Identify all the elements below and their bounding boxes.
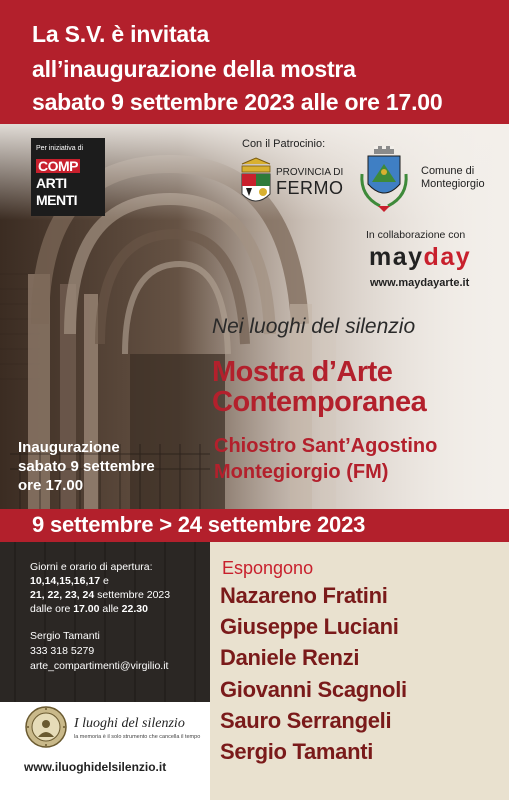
luoghi-logo-tagline: la memoria è il solo strumento che cancella il tempo bbox=[74, 734, 201, 740]
badge-word-2: ARTI bbox=[36, 175, 67, 191]
date-range-text: 9 settembre > 24 settembre 2023 bbox=[32, 512, 366, 537]
exhibition-subtitle: Nei luoghi del silenzio bbox=[212, 315, 416, 338]
contact-name: Sergio Tamanti bbox=[30, 630, 100, 642]
compartimenti-badge bbox=[31, 138, 105, 216]
website-url-link[interactable]: www.iluoghidelsilenzio.it bbox=[24, 760, 167, 774]
inauguration-line-3: ore 17.00 bbox=[18, 477, 84, 494]
opening-days-line-2 bbox=[30, 588, 208, 602]
hours-mid: alle bbox=[99, 603, 122, 615]
badge-word-1: COMP bbox=[38, 158, 78, 174]
patronage-label: Con il Patrocinio: bbox=[242, 138, 326, 150]
opening-days-a: 10,14,15,16,17 bbox=[30, 575, 101, 587]
mayday-logo bbox=[369, 243, 471, 272]
mayday-logo-may: may bbox=[369, 243, 424, 271]
collaboration-label: In collaborazione con bbox=[366, 229, 466, 241]
luoghi-logo-title: I luoghi del silenzio bbox=[74, 716, 185, 731]
header-line-1: La S.V. è invitata bbox=[32, 21, 210, 47]
mayday-url-link[interactable]: www.maydayarte.it bbox=[370, 277, 470, 289]
opening-days-b: 21, 22, 23, 24 bbox=[30, 589, 95, 601]
contact-info bbox=[30, 629, 168, 674]
venue-line-2: Montegiorgio (FM) bbox=[214, 461, 389, 483]
opening-days-line-1 bbox=[30, 574, 208, 588]
inauguration-line-2: sabato 9 settembre bbox=[18, 458, 155, 475]
venue-line-1: Chiostro Sant’Agostino bbox=[214, 435, 438, 457]
contact-phone: 333 318 5279 bbox=[30, 645, 95, 657]
artists-heading: Espongono bbox=[222, 558, 314, 578]
opening-hours bbox=[30, 560, 208, 616]
date-range-bar bbox=[0, 509, 509, 542]
exhibition-title-line-1: Mostra d’Arte bbox=[212, 356, 393, 388]
header-banner bbox=[0, 0, 509, 124]
luoghi-del-silenzio-logo-icon bbox=[24, 705, 68, 749]
artist-name: Nazareno Fratini bbox=[220, 583, 388, 608]
opening-hours-heading: Giorni e orario di apertura: bbox=[30, 561, 153, 573]
header-line-2: all’inaugurazione della mostra bbox=[32, 56, 356, 82]
mayday-logo-day: day bbox=[423, 243, 472, 271]
hours-to: 22.30 bbox=[121, 603, 148, 615]
provincia-fermo-crest-icon bbox=[238, 156, 274, 210]
artist-name: Giuseppe Luciani bbox=[220, 614, 399, 639]
comune-montegiorgio-crest-icon bbox=[358, 144, 410, 214]
inauguration-block bbox=[18, 438, 198, 495]
opening-hours-line bbox=[30, 602, 208, 616]
artist-name: Sauro Serrangeli bbox=[220, 708, 392, 733]
badge-prefix: Per iniziativa di bbox=[36, 145, 84, 152]
inauguration-line-1: Inaugurazione bbox=[18, 439, 120, 456]
opening-days-b-suffix: settembre 2023 bbox=[94, 589, 171, 601]
province-label-1: PROVINCIA DI bbox=[276, 167, 344, 178]
artist-name: Giovanni Scagnoli bbox=[220, 677, 407, 702]
opening-days-a-suffix: e bbox=[100, 575, 109, 587]
contact-email[interactable]: arte_compartimenti@virgilio.it bbox=[30, 660, 169, 672]
artist-name: Sergio Tamanti bbox=[220, 739, 374, 764]
comune-label-1: Comune di bbox=[421, 165, 475, 177]
exhibition-title-line-2: Contemporanea bbox=[212, 386, 427, 418]
badge-word-3: MENTI bbox=[36, 192, 78, 208]
hours-from: 17.00 bbox=[73, 603, 100, 615]
comune-label-2: Montegiorgio bbox=[421, 178, 485, 190]
province-label-2: FERMO bbox=[276, 178, 344, 198]
header-line-3: sabato 9 settembre 2023 alle ore 17.00 bbox=[32, 89, 443, 115]
hours-prefix: dalle ore bbox=[30, 603, 74, 615]
artist-name: Daniele Renzi bbox=[220, 645, 360, 670]
